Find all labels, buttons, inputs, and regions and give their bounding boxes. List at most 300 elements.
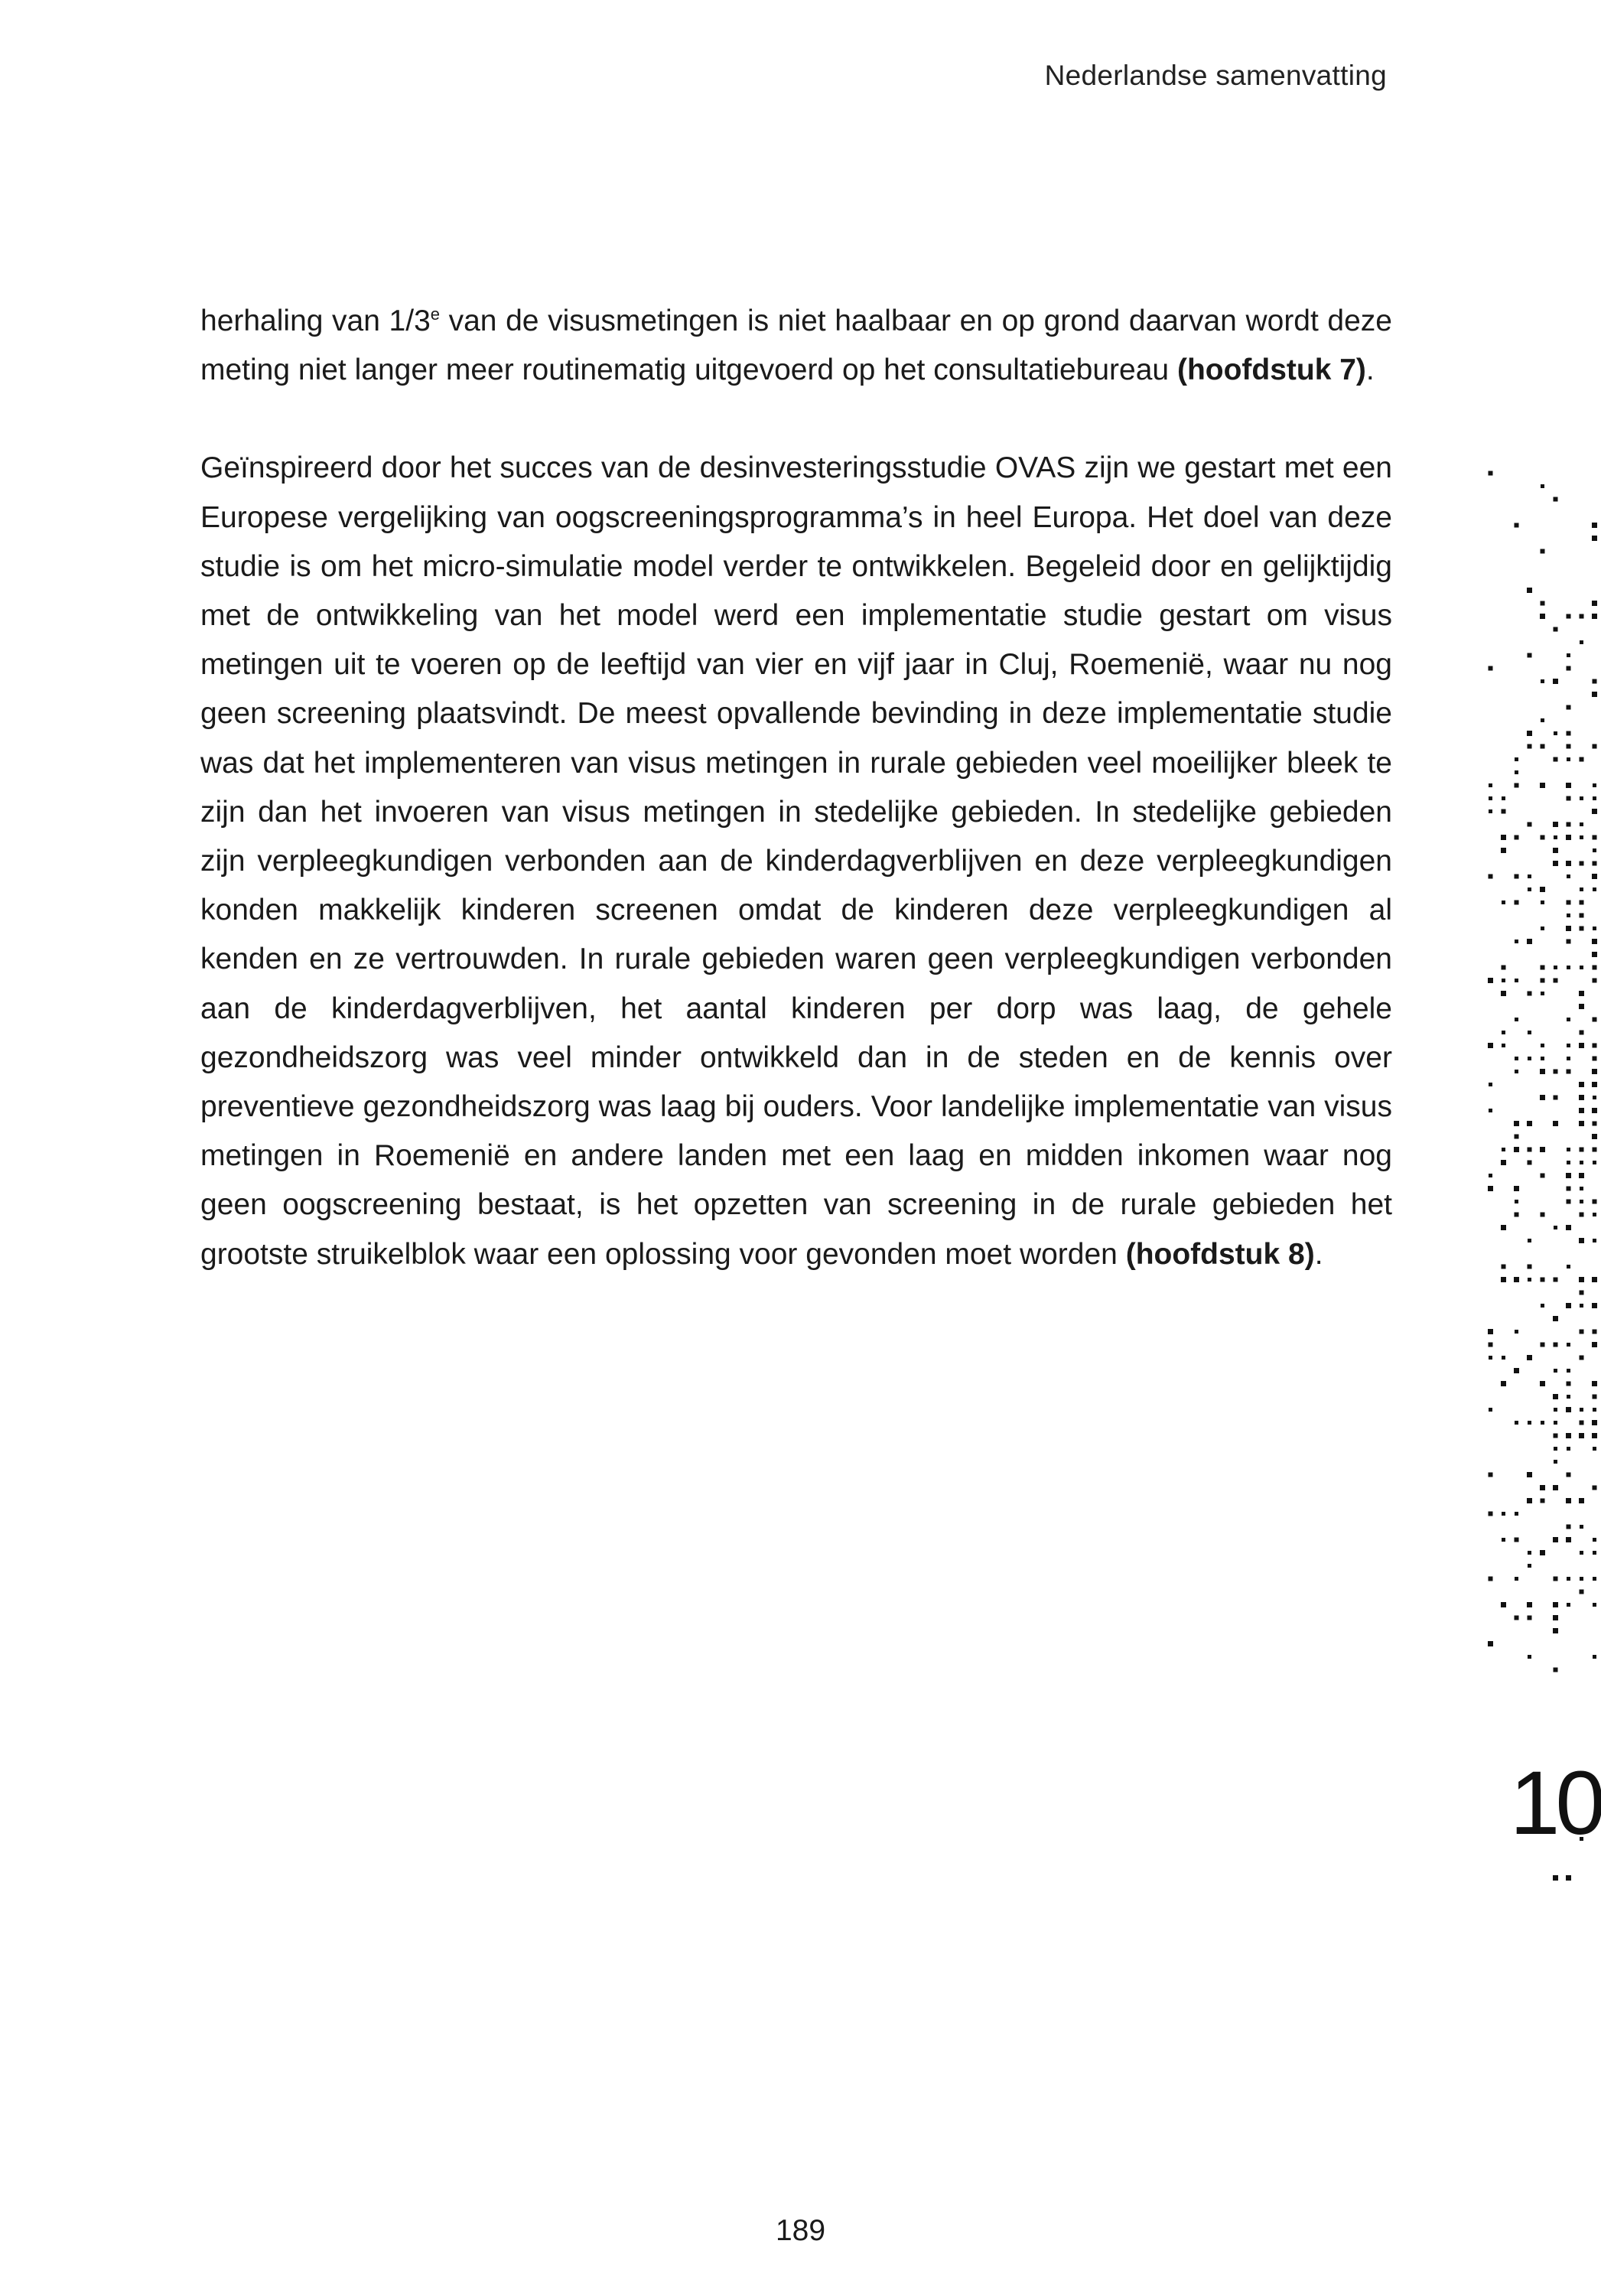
pattern-dot [1553, 1615, 1558, 1620]
pattern-dot [1580, 835, 1583, 839]
pattern-dot [1593, 1538, 1596, 1542]
pattern-dot [1580, 1161, 1583, 1164]
pattern-dot [1528, 1031, 1531, 1034]
pattern-dot [1502, 979, 1505, 982]
pattern-dot [1502, 900, 1505, 904]
pattern-dot [1514, 1368, 1519, 1373]
pattern-dot [1541, 1343, 1545, 1347]
pattern-dot [1501, 1160, 1506, 1165]
pattern-dot [1593, 1486, 1597, 1490]
pattern-dot [1592, 939, 1597, 944]
pattern-dot [1566, 1537, 1571, 1542]
pattern-dot [1579, 1082, 1584, 1087]
pattern-dot [1592, 874, 1597, 879]
pattern-dot [1528, 992, 1532, 996]
pattern-dot [1592, 1082, 1597, 1087]
pattern-dot [1515, 1421, 1518, 1425]
pattern-dot [1527, 939, 1532, 944]
pattern-dot [1567, 1603, 1570, 1607]
pattern-dot [1501, 991, 1506, 996]
pattern-dot [1566, 861, 1571, 866]
pattern-dot [1580, 1551, 1583, 1555]
pattern-dot [1488, 1043, 1493, 1048]
pattern-dot [1527, 731, 1532, 736]
pattern-dot [1593, 1200, 1597, 1204]
pattern-dot [1553, 822, 1558, 827]
pattern-dot [1528, 1421, 1531, 1425]
pattern-dot [1528, 744, 1532, 749]
pattern-dot [1592, 601, 1597, 606]
pattern-dot [1540, 783, 1545, 788]
pattern-dot [1528, 1239, 1531, 1242]
pattern-dot [1553, 861, 1558, 866]
pattern-dot [1501, 1225, 1506, 1230]
pattern-dot [1501, 1602, 1506, 1607]
pattern-dot [1541, 900, 1544, 904]
pattern-dot [1553, 1485, 1558, 1490]
pattern-dot [1593, 1551, 1596, 1555]
pattern-dot [1554, 1278, 1558, 1282]
pattern-dot [1489, 1174, 1492, 1177]
pattern-dot [1567, 1395, 1570, 1399]
pattern-dot [1502, 796, 1505, 800]
pattern-dot [1580, 861, 1584, 866]
pattern-dot [1489, 1109, 1492, 1112]
pattern-dot [1567, 1057, 1570, 1060]
pattern-dot [1580, 1525, 1583, 1529]
pattern-dot [1579, 1433, 1584, 1438]
pattern-dot [1567, 744, 1571, 749]
pattern-dot [1593, 783, 1596, 787]
pattern-dot [1515, 1070, 1518, 1073]
pattern-dot [1488, 1329, 1493, 1334]
pattern-dot [1515, 757, 1518, 761]
pattern-dot [1566, 1303, 1571, 1308]
pattern-dot [1592, 1342, 1597, 1347]
pattern-dot [1528, 653, 1532, 658]
pattern-dot [1579, 1095, 1584, 1100]
pattern-dot [1566, 835, 1571, 840]
pattern-dot [1580, 757, 1584, 762]
pattern-dot [1541, 1278, 1545, 1282]
pattern-dot [1528, 1278, 1531, 1282]
pattern-dot [1553, 1875, 1558, 1881]
pattern-dot [1593, 1603, 1596, 1607]
pattern-dot [1488, 1641, 1493, 1646]
pattern-dot [1592, 523, 1597, 528]
pattern-dot [1541, 601, 1545, 606]
pattern-dot [1501, 1381, 1506, 1386]
pattern-dot [1554, 1447, 1557, 1451]
pattern-dot [1592, 952, 1597, 957]
pattern-dot [1489, 809, 1492, 813]
pattern-dot [1593, 1148, 1597, 1152]
pattern-dot [1528, 887, 1531, 891]
chapter-reference: (hoofdstuk 7) [1176, 353, 1366, 387]
pattern-dot [1579, 1238, 1584, 1243]
pattern-dot [1541, 966, 1545, 970]
pattern-dot [1593, 848, 1596, 852]
pattern-dot [1580, 640, 1583, 644]
pattern-dot [1501, 848, 1506, 853]
pattern-dot [1502, 1265, 1506, 1269]
pattern-dot [1541, 992, 1544, 995]
pattern-dot [1553, 1316, 1558, 1321]
pattern-dot [1593, 966, 1597, 970]
pattern-dot [1527, 1498, 1532, 1503]
pattern-dot [1489, 1083, 1492, 1086]
pattern-dot [1515, 1538, 1519, 1542]
pattern-dot [1592, 1134, 1597, 1139]
pattern-dot [1592, 1381, 1597, 1386]
pattern-dot [1528, 1057, 1531, 1060]
pattern-dot [1580, 914, 1584, 918]
decorative-dot-pattern [1484, 337, 1601, 1897]
paragraph-2-end: . [1314, 1237, 1323, 1271]
pattern-dot [1593, 1330, 1597, 1334]
pattern-dot [1528, 1551, 1531, 1555]
pattern-dot [1541, 679, 1544, 683]
pattern-dot [1515, 1018, 1518, 1021]
pattern-dot [1528, 1655, 1531, 1659]
pattern-dot [1567, 914, 1570, 917]
pattern-dot [1554, 979, 1558, 983]
page-number: 189 [775, 2214, 826, 2247]
pattern-dot [1580, 614, 1584, 619]
pattern-dot [1567, 1265, 1570, 1268]
pattern-dot [1527, 588, 1532, 593]
pattern-dot [1567, 900, 1571, 905]
pattern-dot [1514, 1147, 1519, 1152]
pattern-dot [1528, 1265, 1532, 1269]
pattern-dot [1580, 822, 1583, 826]
pattern-dot [1580, 1213, 1584, 1217]
pattern-dot [1567, 705, 1571, 710]
pattern-dot [1580, 1590, 1584, 1594]
pattern-dot [1528, 1161, 1532, 1165]
pattern-dot [1553, 848, 1558, 853]
pattern-dot [1515, 1512, 1518, 1516]
pattern-dot [1566, 783, 1571, 788]
pattern-dot [1527, 1355, 1532, 1360]
pattern-dot [1515, 835, 1519, 840]
pattern-dot [1580, 796, 1583, 800]
pattern-dot [1554, 757, 1558, 762]
pattern-dot [1567, 874, 1570, 878]
pattern-dot [1593, 1161, 1596, 1164]
pattern-dot [1567, 653, 1570, 657]
pattern-dot [1580, 887, 1583, 891]
pattern-dot [1541, 718, 1544, 722]
pattern-dot [1541, 927, 1544, 930]
pattern-dot [1515, 979, 1518, 982]
pattern-dot [1553, 679, 1558, 684]
pattern-dot [1540, 1485, 1545, 1490]
pattern-dot [1567, 822, 1571, 827]
pattern-dot [1593, 1655, 1596, 1659]
pattern-dot [1489, 666, 1493, 671]
pattern-dot [1502, 1512, 1505, 1516]
pattern-dot [1541, 1421, 1544, 1425]
pattern-dot [1515, 1213, 1519, 1217]
pattern-dot [1528, 1148, 1532, 1152]
pattern-dot [1580, 1356, 1584, 1360]
pattern-dot [1567, 1369, 1570, 1373]
pattern-dot [1554, 1343, 1558, 1347]
pattern-dot [1567, 966, 1570, 969]
pattern-dot [1489, 1356, 1492, 1360]
pattern-dot [1541, 549, 1545, 554]
pattern-dot [1489, 1473, 1493, 1477]
pattern-dot [1579, 1108, 1584, 1113]
pattern-dot [1579, 1004, 1584, 1009]
body-text [200, 297, 1392, 1279]
pattern-dot [1502, 1031, 1505, 1034]
paragraph-1-text-main: van de visusmetingen is niet haalbaar en op grond daarvan wordt deze meting niet langer meer routinematig uitgevoerd op het consultatiebureau [200, 305, 1392, 387]
pattern-dot [1567, 614, 1571, 619]
pattern-dot [1554, 497, 1558, 502]
pattern-dot [1502, 1148, 1505, 1151]
paragraph-1 [200, 297, 1392, 395]
pattern-dot [1540, 1069, 1545, 1074]
pattern-dot [1554, 835, 1557, 839]
pattern-dot [1566, 1173, 1571, 1178]
pattern-dot [1528, 1564, 1531, 1568]
pattern-dot [1488, 1186, 1493, 1191]
pattern-dot [1567, 1044, 1570, 1047]
pattern-dot [1540, 614, 1545, 619]
pattern-dot [1567, 940, 1571, 944]
pattern-dot [1515, 1616, 1519, 1620]
pattern-dot [1515, 900, 1519, 905]
pattern-dot [1567, 1473, 1571, 1477]
pattern-dot [1580, 1200, 1583, 1203]
pattern-dot [1541, 1044, 1544, 1047]
pattern-dot [1502, 1538, 1505, 1542]
pattern-dot [1554, 1226, 1557, 1229]
pattern-dot [1580, 927, 1584, 931]
pattern-dot [1515, 1200, 1518, 1203]
pattern-dot [1592, 692, 1597, 697]
pattern-dot [1540, 887, 1545, 892]
pattern-dot [1592, 1433, 1597, 1438]
pattern-dot [1514, 1277, 1519, 1282]
pattern-dot [1567, 731, 1571, 736]
pattern-dot [1567, 1070, 1571, 1074]
pattern-dot [1593, 1395, 1597, 1399]
pattern-dot [1593, 1213, 1596, 1216]
pattern-dot [1566, 1225, 1571, 1230]
pattern-dot [1553, 1628, 1558, 1633]
pattern-dot [1593, 861, 1597, 866]
pattern-dot [1502, 1356, 1505, 1360]
pattern-dot [1592, 809, 1597, 814]
pattern-dot [1514, 1121, 1519, 1126]
pattern-dot [1540, 1095, 1545, 1100]
pattern-dot [1553, 1537, 1558, 1542]
pattern-dot [1515, 1057, 1518, 1060]
pattern-dot [1527, 1602, 1532, 1607]
pattern-dot [1580, 966, 1583, 969]
pattern-dot [1593, 979, 1597, 983]
pattern-dot [1580, 1577, 1583, 1581]
pattern-dot [1541, 1057, 1544, 1060]
pattern-dot [1501, 1277, 1506, 1282]
pattern-dot [1515, 770, 1518, 774]
pattern-dot [1554, 1070, 1558, 1074]
pattern-dot [1515, 940, 1518, 943]
pattern-dot [1488, 978, 1493, 983]
pattern-dot [1593, 1408, 1596, 1412]
pattern-dot [1489, 1343, 1493, 1347]
pattern-dot [1502, 1044, 1505, 1047]
pattern-dot [1554, 1577, 1558, 1581]
pattern-dot [1580, 1304, 1583, 1308]
pattern-dot [1514, 1186, 1519, 1191]
pattern-dot [1567, 757, 1570, 761]
pattern-dot [1593, 679, 1597, 684]
pattern-dot [1593, 1018, 1597, 1022]
pattern-dot [1489, 874, 1493, 879]
pattern-dot [1515, 874, 1519, 879]
pattern-dot [1579, 1277, 1584, 1282]
pattern-dot [1567, 1525, 1571, 1529]
pattern-dot [1554, 1408, 1557, 1412]
pattern-dot [1566, 1498, 1571, 1503]
ordinal-superscript: e [430, 305, 441, 324]
pattern-dot [1553, 1602, 1558, 1607]
pattern-dot [1567, 1200, 1571, 1204]
pattern-dot [1515, 1330, 1518, 1334]
pattern-dot [1593, 887, 1596, 891]
paragraph-2 [200, 444, 1392, 1278]
pattern-dot [1579, 1043, 1584, 1048]
pattern-dot [1541, 835, 1545, 840]
paragraph-1-text-start: herhaling van 1/3 [200, 305, 431, 337]
pattern-dot [1566, 1407, 1571, 1412]
pattern-dot [1541, 744, 1545, 749]
pattern-dot [1580, 1187, 1583, 1190]
pattern-dot [1580, 1031, 1584, 1035]
pattern-dot [1515, 1135, 1519, 1139]
pattern-dot [1540, 1381, 1545, 1386]
pattern-dot [1567, 796, 1571, 801]
running-header: Nederlandse samenvatting [1044, 60, 1387, 91]
pattern-dot [1502, 809, 1506, 814]
pattern-dot [1593, 1044, 1597, 1048]
pattern-dot [1593, 1096, 1596, 1099]
pattern-dot [1554, 1369, 1557, 1373]
pattern-dot [1554, 1460, 1557, 1464]
pattern-dot [1593, 1122, 1597, 1126]
pattern-dot [1567, 1577, 1570, 1581]
pattern-dot [1593, 1577, 1596, 1581]
pattern-dot [1553, 1121, 1558, 1126]
pattern-dot [1592, 1303, 1597, 1308]
pattern-dot [1554, 1668, 1558, 1672]
pattern-dot [1567, 1447, 1570, 1451]
pattern-dot [1515, 523, 1519, 528]
pattern-dot [1593, 927, 1596, 930]
paragraph-2-text: Geïnspireerd door het succes van de desinvesteringsstudie OVAS zijn we gestart met een Europese vergelijking van oogscreeningsprogramma’s in heel Europa. Het doel van deze studie is om het micro-simulatie model verder te ontwikkelen. Begeleid door en gelijktijdig met de ontwikkeling van het model werd een implementatie studie gestart om visus metingen uit te voeren op de leeftijd van vier en vijf jaar in Cluj, Roemenië, waar nu nog geen screening plaatsvindt. De meest opvallende bevinding in deze implementatie studie was dat het implementeren van visus metingen in rurale gebieden veel moeilijker bleek te zijn dan het invoeren van visus metingen in stedelijke gebieden. In stedelijke gebieden zijn verpleegkundigen verbonden aan de kinderdagverblijven en deze verpleegkundigen konden makkelijk kinderen screenen omdat de kinderen deze verpleegkundigen al kenden en ze vertrouwden. In rurale gebieden waren geen verpleegkundigen verbonden aan de kinderdagverblijven, het aantal kinderen per dorp was laag, de gehele gezondheidszorg was veel minder ontwikkeld dan in de steden en de kennis over preventieve gezondheidszorg was laag bij ouders. Voor landelijke implementatie van visus metingen in Roemenië en andere landen met een laag en midden inkomen waar nog geen oogscreening bestaat, is het opzetten van screening in de rurale gebieden het grootste struikelblok waar een oplossing voor gevonden moet worden [200, 451, 1392, 1271]
pattern-dot [1489, 783, 1492, 787]
pattern-dot [1554, 966, 1557, 969]
pattern-dot [1502, 966, 1506, 970]
pattern-dot [1579, 1173, 1584, 1178]
pattern-dot [1593, 744, 1597, 749]
pattern-dot [1592, 614, 1597, 619]
pattern-dot [1579, 991, 1584, 996]
pattern-dot [1592, 1069, 1597, 1074]
pattern-dot [1567, 1161, 1570, 1164]
pattern-dot [1541, 1499, 1545, 1503]
pattern-dot [1540, 1147, 1545, 1152]
pattern-dot [1540, 1550, 1545, 1555]
pattern-dot [1593, 1447, 1596, 1451]
pattern-dot [1592, 1108, 1597, 1113]
pattern-dot [1489, 471, 1493, 476]
pattern-dot [1567, 1187, 1571, 1191]
pattern-dot [1580, 1148, 1584, 1152]
pattern-dot [1567, 1382, 1571, 1386]
pattern-dot [1566, 926, 1571, 931]
pattern-dot [1515, 783, 1519, 788]
pattern-dot [1554, 731, 1557, 735]
pattern-dot [1489, 796, 1492, 800]
pattern-dot [1592, 1420, 1597, 1425]
pattern-dot [1554, 627, 1558, 632]
pattern-dot [1580, 1330, 1584, 1334]
pattern-dot [1554, 1096, 1558, 1100]
pattern-dot [1541, 979, 1545, 983]
pattern-dot [1567, 1148, 1570, 1151]
pattern-dot [1567, 1018, 1570, 1021]
pattern-dot [1489, 1577, 1493, 1581]
pattern-dot [1553, 1394, 1558, 1399]
pattern-dot [1567, 666, 1571, 671]
pattern-dot [1489, 1512, 1493, 1516]
paragraph-1-end: . [1365, 353, 1375, 387]
pattern-dot [1527, 1472, 1532, 1477]
pattern-dot [1580, 1291, 1584, 1295]
pattern-dot [1580, 1421, 1584, 1425]
pattern-dot [1541, 484, 1544, 488]
pattern-dot [1593, 835, 1597, 840]
pattern-dot [1579, 1121, 1584, 1126]
pattern-dot [1528, 822, 1532, 827]
pattern-dot [1592, 536, 1597, 541]
pattern-dot [1566, 1875, 1571, 1881]
pattern-dot [1501, 835, 1506, 840]
pattern-dot [1489, 1408, 1492, 1412]
pattern-dot [1580, 1408, 1583, 1412]
chapter-reference: (hoofdstuk 8) [1125, 1237, 1315, 1271]
pattern-dot [1527, 1121, 1532, 1126]
pattern-dot [1541, 1213, 1545, 1217]
pattern-dot [1541, 1174, 1545, 1178]
pattern-dot [1567, 1343, 1570, 1347]
pattern-dot [1566, 1433, 1571, 1438]
pattern-dot [1593, 796, 1596, 800]
pattern-dot [1528, 874, 1531, 878]
pattern-dot [1528, 1616, 1532, 1620]
pattern-dot [1554, 1421, 1557, 1425]
pattern-dot [1592, 1277, 1597, 1282]
chapter-tab-number: 10 [1509, 1753, 1601, 1854]
pattern-dot [1580, 900, 1584, 905]
pattern-dot [1541, 1304, 1544, 1308]
pattern-dot [1593, 1239, 1596, 1242]
